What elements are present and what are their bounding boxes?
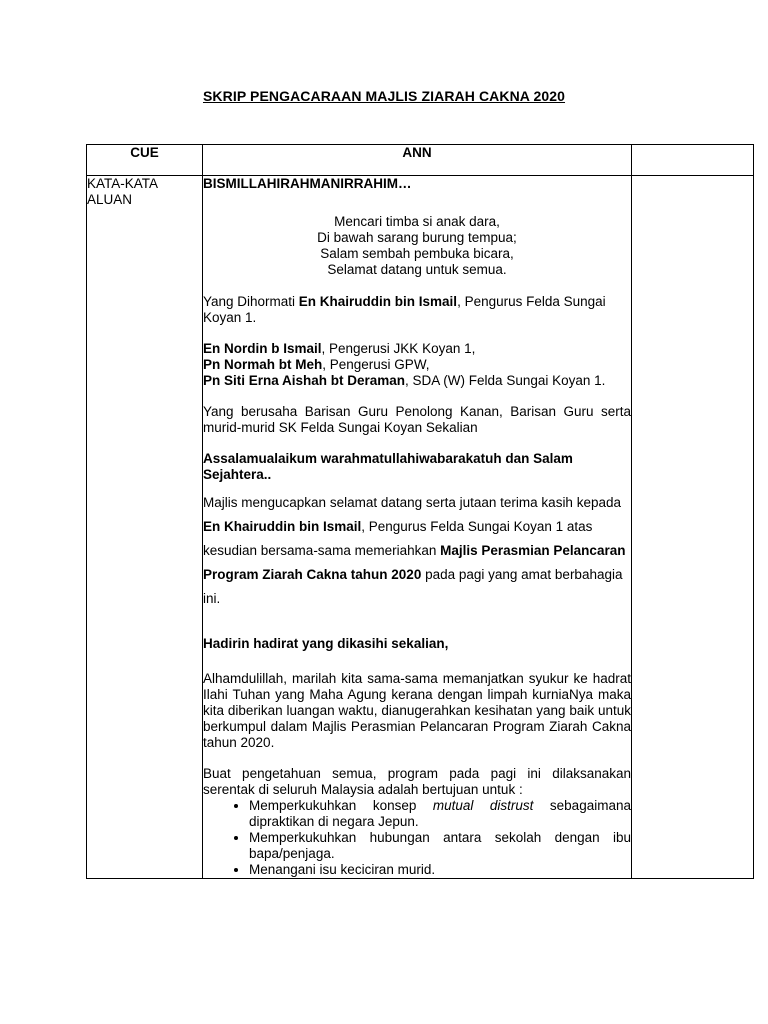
greeting-guest-of-honour: Yang Dihormati En Khairuddin bin Ismail, Pengurus Felda Sungai Koyan 1. bbox=[203, 294, 606, 325]
list-item: • Memperkukuhkan konsep mutual distrust sebagaimana dipraktikan di negara Jepun. bbox=[249, 798, 631, 830]
ann-cell bbox=[203, 176, 632, 879]
gratitude-paragraph: Alhamdulillah, marilah kita sama-sama memanjatkan syukur ke hadrat Ilahi Tuhan yang Maha Agung kerana dengan limpah kurniaNya maka kita diberikan luangan waktu, dianugerahkan kesihatan yang baik untuk berkumpul dalam Majlis Perasmian Pelancaran Program Ziarah Cakna tahun 2020. bbox=[203, 671, 631, 750]
greeting-dignitaries: En Nordin b Ismail, Pengerusi JKK Koyan 1, Pn Normah bt Meh, Pengerusi GPW, Pn Siti Erna Aishah bt Deraman, SDA (W) Felda Sungai Koyan 1. bbox=[203, 341, 606, 388]
hadirin-heading: Hadirin hadirat yang dikasihi sekalian, bbox=[203, 636, 449, 651]
greeting-teachers: Yang berusaha Barisan Guru Penolong Kanan, Barisan Guru serta murid-murid SK Felda Sungai Koyan Sekalian bbox=[203, 404, 631, 435]
pantun-verse bbox=[203, 214, 631, 278]
pantun-line: Selamat datang untuk semua. bbox=[327, 262, 507, 277]
script-table bbox=[86, 144, 754, 879]
pantun-line: Salam sembah pembuka bicara, bbox=[320, 246, 514, 261]
header-ann: ANN bbox=[203, 145, 632, 176]
header-extra bbox=[632, 145, 754, 176]
table-row bbox=[87, 176, 754, 879]
header-cue: CUE bbox=[87, 145, 203, 176]
purpose-paragraph: Buat pengetahuan semua, program pada pagi ini dilaksanakan serentak di seluruh Malaysia adalah bertujuan untuk : bbox=[203, 766, 631, 797]
cue-cell bbox=[87, 176, 203, 879]
list-item: • Memperkukuhkan hubungan antara sekolah dengan ibu bapa/penjaga. bbox=[249, 830, 631, 862]
extra-cell bbox=[632, 176, 754, 879]
pantun-line: Di bawah sarang burung tempua; bbox=[317, 230, 517, 245]
document-title: SKRIP PENGACARAAN MAJLIS ZIARAH CAKNA 2020 bbox=[202, 88, 566, 104]
salam-greeting: Assalamualaikum warahmatullahiwabarakatuh dan Salam Sejahtera.. bbox=[203, 451, 573, 482]
list-item: • Menangani isu keciciran murid. bbox=[249, 862, 631, 878]
cue-label: KATA-KATA ALUAN bbox=[87, 176, 158, 207]
pantun-line: Mencari timba si anak dara, bbox=[334, 214, 500, 229]
opening-line: BISMILLAHIRAHMANIRRAHIM… bbox=[203, 176, 412, 191]
objectives-list bbox=[203, 798, 631, 878]
welcome-paragraph: Majlis mengucapkan selamat datang serta jutaan terima kasih kepada En Khairuddin bin Ismail, Pengurus Felda Sungai Koyan 1 atas kesudian bersama-sama memeriahkan Majlis Perasmian Pelancaran Program Ziarah Cakna tahun 2020 pada pagi yang amat berbahagia ini. bbox=[203, 495, 626, 606]
table-header-row bbox=[87, 145, 754, 176]
